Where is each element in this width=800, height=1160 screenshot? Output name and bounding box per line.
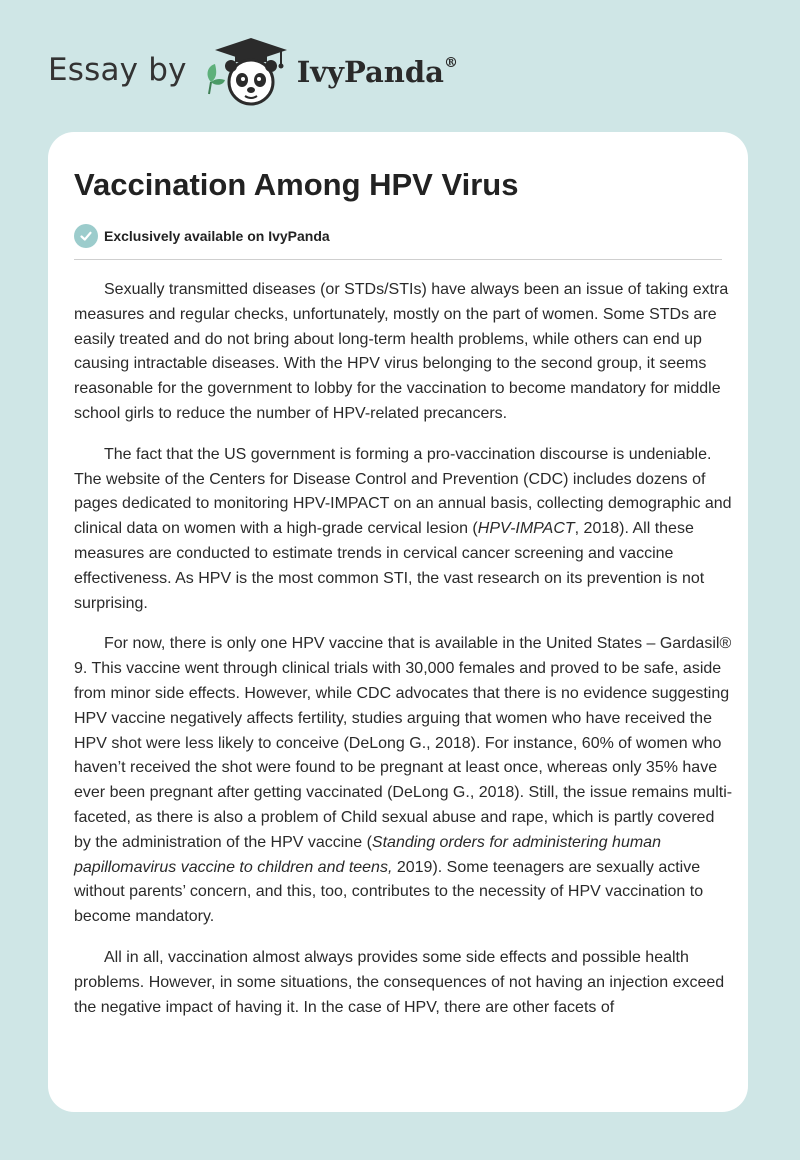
exclusive-badge <box>74 224 722 248</box>
check-icon <box>74 224 98 248</box>
citation-hpv-impact: HPV-IMPACT <box>477 520 575 538</box>
essay-by-label: Essay by <box>48 52 187 88</box>
paragraph-2: The fact that the US government is forming a pro-vaccination discourse is undeniable. The website of the Centers for Disease Control and Prevention (CDC) includes dozens of pages dedicated to monitoring HPV-IMPACT on an annual basis, collecting demographic and clinical data on women with a high-grade cervical lesion (HPV-IMPACT, 2018). All these measures are conducted to estimate trends in cervical cancer screening and vaccine effectiveness. As HPV is the most common STI, the vast research on its prevention is not surprising. <box>74 445 732 612</box>
paragraph-4: All in all, vaccination almost always provides some side effects and possible health problems. However, in some situations, the consequences of not having an injection exceed the negative impact of having it. In the case of HPV, there are other facets of <box>74 948 725 1016</box>
site-header <box>48 36 458 108</box>
citation-standing-orders: Standing orders for administering human papillomavirus vaccine to children and teens, <box>74 833 661 876</box>
paragraph-1: Sexually transmitted diseases (or STDs/STIs) have always been an issue of taking extra measures and regular checks, unfortunately, mostly on the part of women. Some STDs are easily treated and do not bring about long-term health problems, while others can end up causing intractable diseases. With the HPV virus belonging to the second group, it seems reasonable for the government to lobby for the vaccination to become mandatory for middle school girls to reduce the number of HPV-related precancers. <box>74 281 729 422</box>
registered-mark: ® <box>443 55 458 72</box>
paragraph-3: For now, there is only one HPV vaccine that is available in the United States – Gardasil® 9. This vaccine went through clinical trials with 30,000 females and proved to be safe, aside from minor side effects. However, while CDC advocates that there is no evidence suggesting HPV vaccine negatively affects fertility, studies arguing that women who have received the HPV shot were less likely to conceive (DeLong G., 2018). For instance, 60% of women who haven’t received the shot were found to be pregnant at least once, whereas only 35% have ever been pregnant after getting vaccinated (DeLong G., 2018). Still, the issue remains multi-faceted, as there is also a problem of Child sexual abuse and rape, which is partly covered by the administration of the HPV vaccine (Standing orders for administering human papillomavirus vaccine to children and teens, 2019). Some teenagers are sexually active without parents’ concern, and this, too, contributes to the necessity of HPV vaccination to become mandatory. <box>74 635 733 926</box>
panda-logo-icon[interactable] <box>201 36 293 108</box>
essay-card <box>48 132 748 1112</box>
badge-label: Exclusively available on IvyPanda <box>104 228 330 244</box>
brand-name[interactable]: IvyPanda® <box>296 55 458 89</box>
page-title: Vaccination Among HPV Virus <box>74 167 519 202</box>
essay-body <box>74 278 734 1020</box>
divider <box>74 259 722 260</box>
